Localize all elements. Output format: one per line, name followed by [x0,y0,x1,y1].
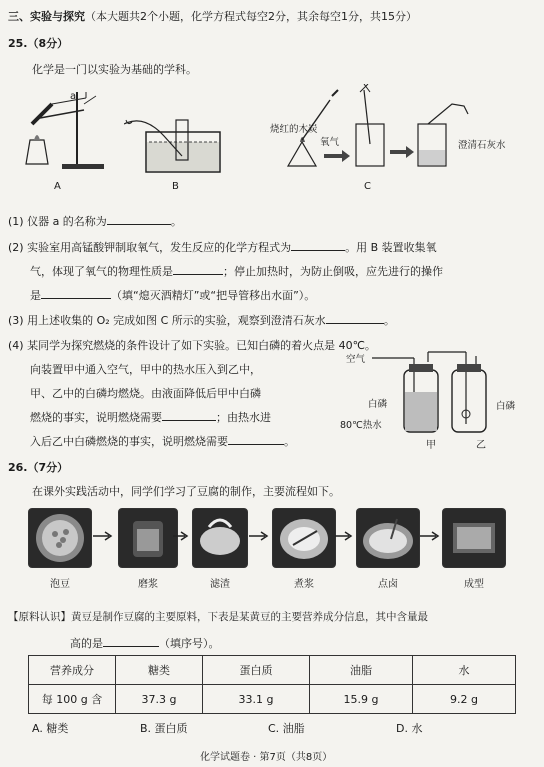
q25-2-text3a: 是 [30,289,41,302]
label-jia: 甲 [426,440,436,451]
table-cell: 15.9 g [310,685,413,714]
apparatus-b-figure [124,112,234,178]
q26-header [8,459,68,475]
table-header-cell: 营养成分 [29,656,116,685]
q25-4-blank-1[interactable] [162,410,216,421]
table-header-cell: 糖类 [116,656,203,685]
q26-info-line2 [70,635,220,651]
step-label: 点卤 [378,579,398,590]
q25-2-blank-equation[interactable] [291,240,345,251]
section-title-text: 三、实验与探究 [8,10,85,23]
label-white-phosphorus-right: 白磷 [496,401,516,412]
table-cell: 33.1 g [203,685,310,714]
q26-points: （7分） [27,461,69,474]
q25-1-text: (1) 仪器 a 的名称为 [8,215,107,228]
photo-grind [118,508,178,568]
table-header-cell: 油脂 [310,656,413,685]
q25-2-blank-property[interactable] [173,264,223,275]
photo-filter [192,508,248,568]
step-label: 滤渣 [210,579,230,590]
label-figure-a: A [54,181,61,192]
step-label: 煮浆 [294,579,314,590]
table-row [29,685,516,714]
photo-boil [272,508,336,568]
table-cell: 37.3 g [116,685,203,714]
q25-number: 25. [8,37,28,50]
q26-number: 26. [8,461,28,474]
q25-intro: 化学是一门以实验为基础的学科。 [32,63,197,76]
section-title [8,8,417,24]
q25-4-text5: 入后乙中白磷燃烧的事实，说明燃烧需要 [30,435,228,448]
table-cell: 每 100 g 含 [29,685,116,714]
q25-3-blank[interactable] [326,313,384,324]
apparatus-a-figure [22,84,112,178]
q25-2-text1-end: 。用 B 装置收集氧 [345,241,437,254]
arrow-icon [173,530,191,542]
q25-2-blank-operation[interactable] [41,288,111,299]
q26-intro: 在课外实践活动中，同学们学习了豆腐的制作，主要流程如下。 [32,485,340,498]
arrow-icon [335,530,355,542]
q25-2-line3 [30,287,315,303]
q25-2-text3b: （填“熄灭酒精灯”或“把导管移出水面”）。 [111,289,316,302]
q25-3-text: (3) 用上述收集的 O₂ 完成如图 C 所示的实验，观察到澄清石灰水 [8,314,326,327]
table-header-cell: 蛋白质 [203,656,310,685]
option-b[interactable]: B. 蛋白质 [140,722,188,735]
q25-4-line1: (4) 某同学为探究燃烧的条件设计了如下实验。已知白磷的着火点是 40℃。 [8,339,376,352]
label-hot-water: 80℃热水 [340,420,382,431]
label-yi: 乙 [476,440,486,451]
q26-info-blank[interactable] [103,636,159,647]
q25-4-line4 [30,409,271,425]
label-red-charcoal: 烧红的木炭 [270,124,318,135]
q25-2-text1: (2) 实验室用高锰酸钾制取氧气，发生反应的化学方程式为 [8,241,292,254]
option-a[interactable]: A. 糖类 [32,722,69,735]
q25-header [8,35,68,51]
q25-4-text4b: ；由热水进 [216,411,271,424]
q25-4-line2: 向装置甲中通入空气，甲中的热水压入到乙中， [30,363,261,376]
q26-info-line1: 【原料认识】黄豆是制作豆腐的主要原料，下表是某黄豆的主要营养成分信息，其中含量最 [8,611,428,623]
table-header-row [29,656,516,685]
arrow-icon [420,530,442,542]
q26-info-text2a: 高的是 [70,637,103,650]
q25-1-blank[interactable] [107,214,171,225]
label-oxygen: 氧气 [320,137,340,148]
q25-2-line2 [30,263,443,279]
q25-points: （8分） [27,37,69,50]
step-label: 成型 [464,579,484,590]
q25-4-line3: 甲、乙中的白磷均燃烧。由液面降低后甲中白磷 [30,387,261,400]
q25-1: (1) 仪器 a 的名称为 。 [8,215,182,228]
step-label: 磨浆 [138,579,158,590]
arrow-icon [93,530,115,542]
step-label: 泡豆 [50,579,70,590]
label-white-phosphorus-left: 白磷 [368,399,388,410]
q25-3: (3) 用上述收集的 O₂ 完成如图 C 所示的实验，观察到澄清石灰水 。 [8,314,395,327]
photo-coagulate [356,508,420,568]
nutrition-table [28,655,516,714]
photo-shape [442,508,506,568]
label-limewater: 澄清石灰水 [458,140,506,151]
label-figure-b: B [172,181,179,192]
section-note: （本大题共2个小题，化学方程式每空2分，其余每空1分，共15分） [85,10,417,23]
table-cell: 9.2 g [413,685,516,714]
table-header-cell: 水 [413,656,516,685]
option-c[interactable]: C. 油脂 [268,722,305,735]
q25-4-blank-2[interactable] [228,434,284,445]
label-figure-c: C [364,181,371,192]
q26-info-text2b: （填序号）。 [159,637,220,650]
arrow-icon [249,530,271,542]
q25-4-line5: 入后乙中白磷燃烧的事实，说明燃烧需要 。 [30,435,295,448]
photo-soak-beans [28,508,92,568]
label-a-pointer: a [70,91,77,102]
label-air: 空气 [346,354,366,365]
q25-2-text2a: 气，体现了氧气的物理性质是 [30,265,173,278]
q25-2-text2b: ；停止加热时，为防止倒吸，应先进行的操作 [223,265,443,278]
page-footer: 化学试题卷 · 第7页（共8页） [200,752,333,763]
option-d[interactable]: D. 水 [396,722,423,735]
q25-2-line1 [8,239,437,255]
q25-4-text4a: 燃烧的事实，说明燃烧需要 [30,411,162,424]
